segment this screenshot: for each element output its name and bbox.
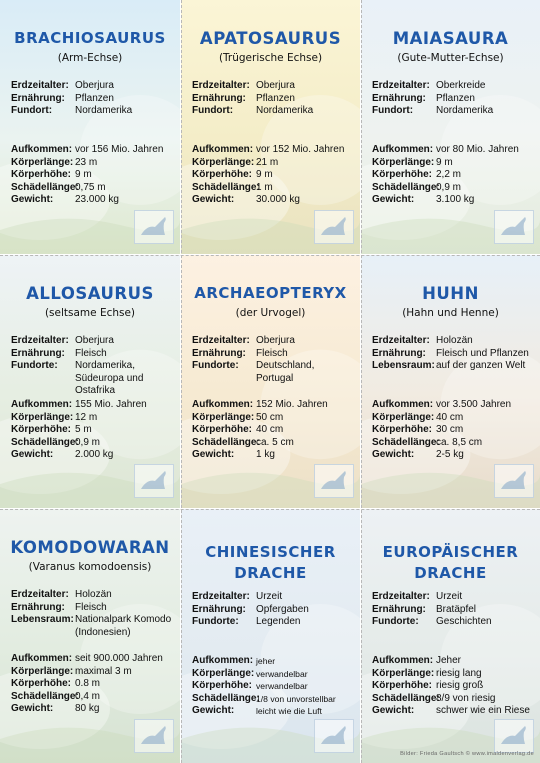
stat-value: ca. 5 cm [256, 436, 294, 448]
card-subtitle: (seltsame Echse) [44, 307, 136, 319]
stat-value: 5 m [75, 424, 92, 435]
fact-row [11, 589, 174, 602]
stat-label: Körperlänge: [192, 411, 255, 423]
stat-value: vor 3.500 Jahren [436, 399, 512, 410]
stat-row [372, 668, 534, 681]
dino-card [361, 509, 540, 763]
fact-label: Ernährung: [11, 347, 65, 359]
facts-stats [11, 653, 174, 716]
fact-row [192, 360, 354, 385]
fact-label: Lebensraum: [372, 360, 435, 371]
stat-value: 2,2 m [436, 169, 462, 180]
facts-basic [372, 335, 534, 373]
stat-value: seit 900.000 Jahren [75, 653, 163, 664]
facts-basic [372, 591, 534, 629]
stat-label: Aufkommen: [372, 399, 434, 410]
stat-label: Aufkommen: [11, 399, 73, 410]
fact-label: Ernährung: [192, 347, 246, 359]
card-title: HUHN [422, 284, 479, 303]
fact-label: Fundort: [192, 105, 234, 116]
stat-row [192, 693, 354, 706]
stat-value: jeher [256, 656, 276, 666]
facts-basic [11, 80, 174, 118]
stat-label: Aufkommen: [11, 653, 73, 664]
stat-value: 30.000 kg [256, 194, 300, 205]
fact-row [192, 591, 354, 604]
fact-value: Nordamerika [75, 105, 133, 116]
stat-label: Körperlänge: [372, 411, 435, 423]
silhouette-thumbnail [494, 210, 534, 244]
stat-label: Körperhöhe: [192, 680, 252, 691]
stat-row [372, 680, 534, 693]
card-title-line: EUROPÄISCHER [382, 543, 519, 561]
stat-label: Körperlänge: [192, 667, 255, 679]
facts-stats [372, 399, 534, 462]
stat-row [192, 182, 354, 195]
silhouette-icon [315, 465, 353, 497]
stat-value: verwandelbar [256, 681, 308, 691]
silhouette-icon [315, 211, 353, 243]
fact-label: Ernährung: [11, 92, 65, 104]
dino-card [0, 255, 180, 508]
silhouette-thumbnail [494, 464, 534, 498]
fact-row [372, 604, 534, 617]
stat-value: maximal 3 m [75, 665, 132, 677]
card-subtitle: (Arm-Echse) [57, 52, 123, 64]
facts-basic [192, 591, 354, 629]
stat-row [372, 655, 534, 668]
fact-value: Nationalpark Komodo (Indonesien) [75, 614, 172, 638]
stat-label: Aufkommen: [372, 655, 434, 666]
dino-card [0, 509, 180, 763]
stat-value: 12 m [75, 411, 98, 423]
stat-label: Körperhöhe: [372, 680, 432, 691]
stat-label: Körperlänge: [372, 156, 435, 168]
stat-row [11, 399, 174, 412]
stat-label: Gewicht: [192, 449, 235, 460]
stat-row [11, 653, 174, 666]
cut-line-vertical [181, 0, 182, 763]
fact-value: Oberjura [256, 80, 295, 91]
silhouette-thumbnail [494, 719, 534, 753]
stat-row [192, 655, 354, 668]
stat-value: 0,9 m [75, 436, 101, 448]
stat-label: Schädellänge: [11, 436, 79, 448]
fact-label: Ernährung: [192, 92, 246, 104]
stat-row [372, 705, 534, 718]
fact-value: auf der ganzen Welt [436, 360, 526, 371]
fact-label: Ernährung: [372, 347, 426, 359]
stat-value: 80 kg [75, 703, 100, 714]
stat-value: verwandelbar [256, 668, 308, 679]
facts-stats [11, 399, 174, 462]
stat-label: Aufkommen: [372, 144, 434, 155]
stat-value: riesig lang [436, 667, 482, 679]
cut-line-horizontal [0, 509, 540, 510]
stat-label: Körperhöhe: [372, 169, 432, 180]
fact-label: Erdzeitalter: [372, 80, 430, 91]
card-title: ARCHAEOPTERYX [194, 284, 347, 302]
stat-label: Gewicht: [192, 194, 235, 205]
stat-label: Schädellänge: [11, 181, 79, 193]
stat-row [372, 182, 534, 195]
fact-row [372, 80, 534, 93]
fact-value: Pflanzen [75, 92, 114, 104]
stat-row [192, 169, 354, 182]
stat-row [192, 399, 354, 412]
stat-label: Schädellänge: [372, 692, 440, 704]
silhouette-icon [135, 720, 173, 752]
stat-value: 9 m [256, 169, 273, 180]
stat-value: 23.000 kg [75, 194, 119, 205]
fact-label: Ernährung: [192, 603, 246, 615]
stat-row [192, 705, 354, 718]
stat-value: vor 152 Mio. Jahren [256, 144, 345, 155]
fact-row [372, 591, 534, 604]
facts-stats [372, 144, 534, 207]
facts-basic [11, 335, 174, 398]
stat-row [192, 437, 354, 450]
fact-label: Ernährung: [372, 603, 426, 615]
fact-label: Erdzeitalter: [11, 589, 69, 600]
stat-value: 30 cm [436, 424, 464, 435]
stat-label: Aufkommen: [192, 399, 254, 410]
stat-label: Gewicht: [11, 449, 54, 460]
stat-label: Aufkommen: [192, 144, 254, 155]
stat-label: Gewicht: [11, 703, 54, 714]
stat-value: 1/8 von unvorstellbar [256, 693, 336, 704]
stat-row [192, 194, 354, 207]
fact-value: Urzeit [436, 591, 463, 602]
card-subtitle: (Trügerische Echse) [218, 52, 323, 64]
fact-value: Pflanzen [436, 92, 475, 104]
fact-row [192, 105, 354, 118]
stat-value: 1 m [256, 181, 273, 193]
fact-value: Urzeit [256, 591, 283, 602]
fact-label: Fundorte: [11, 360, 58, 371]
fact-value: Oberjura [256, 335, 295, 346]
stat-value: vor 80 Mio. Jahren [436, 144, 519, 155]
silhouette-thumbnail [134, 719, 174, 753]
silhouette-icon [315, 720, 353, 752]
fact-row [11, 80, 174, 93]
stat-row [372, 157, 534, 170]
stat-value: Jeher [436, 655, 462, 666]
stat-value: ca. 8,5 cm [436, 436, 483, 448]
fact-value: Opfergaben [256, 603, 309, 615]
fact-row [11, 348, 174, 361]
stat-label: Aufkommen: [11, 144, 73, 155]
facts-basic [192, 335, 354, 385]
fact-value: Legenden [256, 616, 301, 627]
stat-row [372, 194, 534, 207]
fact-label: Erdzeitalter: [372, 591, 430, 602]
fact-value: Nordamerika [436, 105, 494, 116]
stat-label: Schädellänge: [372, 181, 440, 193]
stat-label: Körperhöhe: [372, 424, 432, 435]
stat-label: Gewicht: [372, 449, 415, 460]
fact-row [11, 360, 174, 398]
fact-row [192, 348, 354, 361]
card-title [181, 542, 360, 584]
stat-label: Körperhöhe: [11, 169, 71, 180]
facts-stats [372, 655, 534, 718]
fact-value: Holozän [436, 335, 473, 346]
stat-row [192, 424, 354, 437]
stat-row [372, 412, 534, 425]
fact-row [372, 616, 534, 629]
facts-basic [11, 589, 174, 639]
fact-row [372, 93, 534, 106]
stat-row [11, 412, 174, 425]
fact-row [192, 93, 354, 106]
fact-value: Pflanzen [256, 92, 295, 104]
stat-row [11, 703, 174, 716]
stat-label: Körperhöhe: [192, 169, 252, 180]
fact-value: Geschichten [436, 616, 492, 627]
stat-label: Körperlänge: [11, 665, 74, 677]
stat-value: 9 m [75, 169, 92, 180]
stat-row [192, 449, 354, 462]
fact-label: Erdzeitalter: [11, 335, 69, 346]
stat-row [11, 437, 174, 450]
fact-label: Erdzeitalter: [192, 591, 250, 602]
silhouette-icon [495, 465, 533, 497]
card-title: APATOSAURUS [199, 29, 342, 48]
stat-label: Gewicht: [192, 705, 235, 716]
fact-row [192, 335, 354, 348]
fact-value: Oberjura [75, 335, 114, 346]
fact-label: Erdzeitalter: [192, 80, 250, 91]
fact-label: Fundorte: [192, 616, 239, 627]
fact-row [192, 80, 354, 93]
stat-row [11, 194, 174, 207]
card-title [361, 542, 540, 584]
facts-basic [192, 80, 354, 118]
stat-label: Schädellänge: [192, 436, 260, 448]
silhouette-thumbnail [134, 464, 174, 498]
stat-label: Körperlänge: [11, 411, 74, 423]
fact-row [372, 105, 534, 118]
facts-stats [192, 655, 354, 718]
stat-value: riesig groß [436, 680, 484, 691]
stat-row [192, 157, 354, 170]
card-title-line: CHINESISCHER [205, 543, 336, 561]
stat-label: Körperlänge: [11, 156, 74, 168]
fact-label: Fundorte: [372, 616, 419, 627]
stat-label: Schädellänge: [11, 690, 79, 702]
card-title: BRACHIOSAURUS [14, 29, 166, 47]
stat-value: 0,75 m [75, 181, 106, 193]
card-title-line: DRACHE [234, 564, 307, 582]
fact-value: Fleisch [256, 347, 288, 359]
stat-value: schwer wie ein Riese [436, 705, 530, 716]
stat-row [11, 182, 174, 195]
stat-label: Gewicht: [372, 705, 415, 716]
stat-label: Aufkommen: [192, 655, 254, 666]
fact-label: Erdzeitalter: [11, 80, 69, 91]
facts-stats [192, 144, 354, 207]
stat-row [372, 144, 534, 157]
fact-label: Lebensraum: [11, 614, 74, 625]
card-subtitle: (Gute-Mutter-Echse) [397, 52, 504, 64]
facts-basic [372, 80, 534, 118]
fact-value: Nordamerika [256, 105, 314, 116]
card-title: ALLOSAURUS [26, 284, 154, 303]
stat-row [372, 449, 534, 462]
fact-row [11, 93, 174, 106]
cut-line-horizontal [0, 255, 540, 256]
stat-label: Gewicht: [11, 194, 54, 205]
fact-value: Bratäpfel [436, 603, 477, 615]
stat-value: 2-5 kg [436, 449, 464, 460]
card-subtitle: (Hahn und Henne) [402, 307, 499, 319]
fact-label: Fundort: [11, 105, 53, 116]
stat-value: 21 m [256, 156, 279, 168]
stat-value: 40 cm [256, 424, 284, 435]
fact-row [11, 335, 174, 348]
stat-label: Schädellänge: [192, 181, 260, 193]
dino-card [181, 255, 360, 508]
stat-row [192, 144, 354, 157]
fact-row [11, 614, 174, 639]
fact-row [372, 360, 534, 373]
stat-value: 152 Mio. Jahren [256, 399, 328, 410]
fact-value: Oberjura [75, 80, 114, 91]
fact-label: Fundorte: [192, 360, 239, 371]
dino-card [181, 509, 360, 763]
fact-value: Fleisch und Pflanzen [436, 347, 529, 359]
stat-label: Körperhöhe: [192, 424, 252, 435]
dino-card [0, 0, 180, 254]
stat-value: vor 156 Mio. Jahren [75, 144, 164, 155]
stat-value: 23 m [75, 156, 98, 168]
silhouette-thumbnail [314, 464, 354, 498]
card-subtitle: (der Urvogel) [235, 307, 306, 319]
stat-row [372, 424, 534, 437]
stat-row [372, 437, 534, 450]
card-subtitle: (Varanus komodoensis) [28, 561, 152, 573]
stat-label: Gewicht: [372, 194, 415, 205]
silhouette-icon [135, 465, 173, 497]
silhouette-icon [495, 720, 533, 752]
stat-label: Schädellänge: [192, 692, 260, 704]
stat-row [372, 169, 534, 182]
card-title: KOMODOWARAN [10, 538, 170, 557]
stat-value: 1 kg [256, 449, 275, 460]
stat-value: 155 Mio. Jahren [75, 399, 147, 410]
stat-label: Schädellänge: [372, 436, 440, 448]
fact-value: Fleisch [75, 347, 107, 359]
fact-row [372, 348, 534, 361]
stat-value: 0,9 m [436, 181, 462, 193]
dino-card [361, 0, 540, 254]
silhouette-icon [135, 211, 173, 243]
stat-label: Körperhöhe: [11, 424, 71, 435]
silhouette-thumbnail [314, 210, 354, 244]
dino-card [181, 0, 360, 254]
stat-row [192, 412, 354, 425]
stat-value: 0.8 m [75, 678, 101, 689]
silhouette-icon [495, 211, 533, 243]
fact-value: Oberkreide [436, 80, 486, 91]
facts-stats [11, 144, 174, 207]
fact-row [192, 616, 354, 629]
stat-row [11, 678, 174, 691]
fact-label: Erdzeitalter: [372, 335, 430, 346]
stat-row [11, 424, 174, 437]
card-title-line: DRACHE [414, 564, 487, 582]
stat-value: 8/9 von riesig [436, 692, 496, 704]
stat-row [372, 693, 534, 706]
stat-value: 2.000 kg [75, 449, 114, 460]
fact-value: Deutschland, Portugal [256, 360, 315, 384]
stat-label: Körperhöhe: [11, 678, 71, 689]
fact-row [372, 335, 534, 348]
fact-row [192, 604, 354, 617]
cut-line-vertical [361, 0, 362, 763]
stat-label: Körperlänge: [372, 667, 435, 679]
fact-value: Nordamerika, Südeuropa und Ostafrika [75, 360, 144, 396]
stat-row [192, 668, 354, 681]
fact-value: Holozän [75, 589, 112, 600]
stat-row [11, 144, 174, 157]
stat-value: 3.100 kg [436, 194, 475, 205]
stat-label: Körperlänge: [192, 156, 255, 168]
stat-row [11, 449, 174, 462]
stat-row [372, 399, 534, 412]
fact-value: Fleisch [75, 601, 107, 613]
stat-value: 50 cm [256, 411, 284, 423]
dino-card [361, 255, 540, 508]
stat-value: 0,4 m [75, 690, 101, 702]
stat-row [192, 680, 354, 693]
stat-row [11, 157, 174, 170]
silhouette-thumbnail [134, 210, 174, 244]
card-title: MAIASAURA [392, 29, 509, 48]
facts-stats [192, 399, 354, 462]
fact-label: Erdzeitalter: [192, 335, 250, 346]
fact-row [11, 602, 174, 615]
stat-row [11, 666, 174, 679]
stat-row [11, 691, 174, 704]
stat-value: 40 cm [436, 411, 464, 423]
fact-label: Ernährung: [11, 601, 65, 613]
stat-row [11, 169, 174, 182]
fact-label: Fundort: [372, 105, 414, 116]
silhouette-thumbnail [314, 719, 354, 753]
stat-value: leicht wie die Luft [256, 706, 322, 716]
image-credit: Bilder: Frieda Gaultsch © www.imaldenverlag.de [400, 751, 534, 757]
stat-value: 9 m [436, 156, 453, 168]
fact-label: Ernährung: [372, 92, 426, 104]
fact-row [11, 105, 174, 118]
